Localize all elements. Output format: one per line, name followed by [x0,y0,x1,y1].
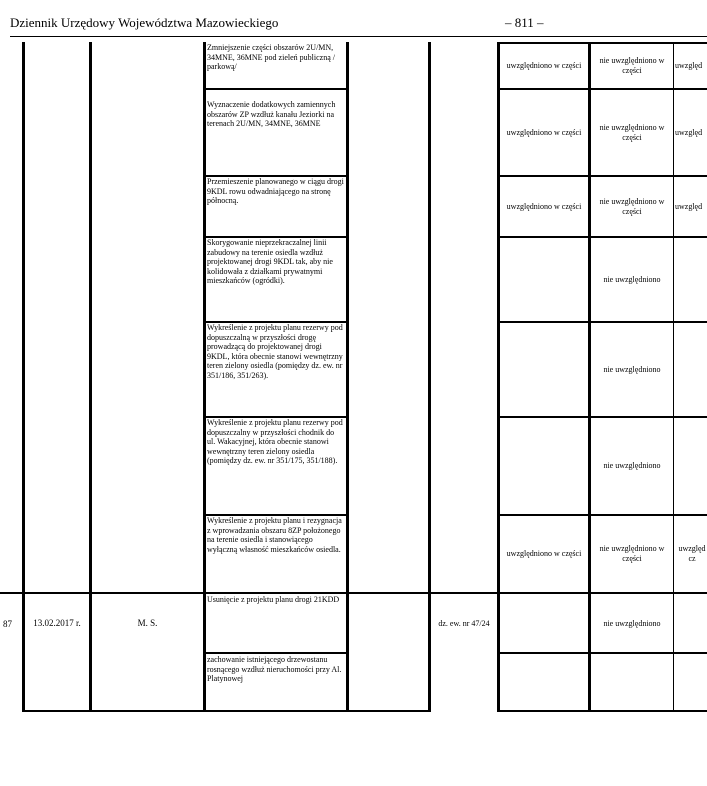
applicant-initials: M. S. [137,617,158,628]
submission-date: 13.02.2017 r. [33,617,81,628]
status-secondary: nie uwzględniono w części [599,196,665,216]
status-tertiary: uwzględ [675,61,703,71]
status-secondary: nie uwzględniono [603,461,661,471]
proposal-content: Wykreślenie z projektu planu rezerwy pod dopuszczalny w przyszłości chodnik do ul. Wakacyjnej, która obecnie stanowi wewnętrzny teren zielony osiedla (pomiędzy dz. ew. nr 351/175, 351/188). [207,418,343,466]
proposal-content: Przemieszenie planowanego w ciągu drogi 9KDL rowu odwadniającego na stronę północną. [207,177,344,206]
table-bottom-status [498,710,707,712]
status-secondary: nie uwzględniono [603,618,661,628]
status-secondary: nie uwzględniono w części [599,544,665,563]
parcel-number: dz. ew. nr 47/24 [438,618,490,628]
status-primary [500,595,588,652]
status-primary [500,323,588,416]
status-tertiary [675,418,707,514]
submission-divider [0,592,707,594]
table-bottom-left [22,710,204,712]
status-secondary: nie uwzględniono [603,364,661,374]
row-divider [204,88,348,90]
status-secondary: nie uwzględniono w części [599,122,665,142]
status-tertiary: uwzględ [675,201,703,211]
status-tertiary [675,323,707,416]
status-primary: uwzględniono w części [506,201,582,211]
proposal-content: Skorygowanie nieprzekraczalnej linii zabudowy na terenie osiedla wzdłuż projektowanej drogi 9KDL tak, aby nie kolidowała z działkami prywatnymi mieszkańców (ogródki). [207,238,333,286]
status-primary: uwzględniono w części [506,127,582,137]
proposal-content: Wykreślenie z projektu planu i rezygnacja z wprowadzania obszaru 8ZP położonego na terenie osiedla i stanowiącego wyłączną własność mieszkańców osiedla. [207,516,342,554]
table-bottom-parcel [347,710,430,712]
proposal-content: zachowanie istniejącego drzewostanu rosnącego wzdłuż nieruchomości przy Al. Platynowej [207,655,342,684]
header-divider [10,36,707,37]
status-secondary: nie uwzględniono [603,274,661,284]
table-divider-content [346,42,349,712]
submission-number: 87 [3,620,12,629]
status-primary [500,418,588,514]
status-tertiary: uwzględ cz [678,544,706,563]
status-primary: uwzględniono w części [506,549,582,559]
proposal-content: Usunięcie z projektu planu drogi 21KDD [207,595,340,604]
page-number: – 811 – [505,15,544,30]
status-tertiary [675,238,707,321]
row-divider [498,652,707,654]
status-primary [500,238,588,321]
proposal-content: Wyznaczenie dodatkowych zamiennych obszarów ZP wzdłuż kanału Jeziorki na terenach 2U/MN, 34MNE, 36MNE [207,100,336,129]
status-primary: uwzględniono w części [506,61,582,71]
journal-title: Dziennik Urzędowy Województwa Mazowieckiego [10,15,279,30]
proposal-content: Wykreślenie z projektu planu rezerwy pod dopuszczalną w przyszłości drogę prowadzącą do projektowanej drogi 9KDL, która obecnie stanowi wewnętrzny teren zielony osiedla (pomiędzy dz. ew. nr 351/186, 351/263). [207,323,343,380]
table-divider-applicant [203,42,206,712]
table-divider-status-c [673,42,674,712]
status-tertiary [675,595,707,652]
table-bottom-content [204,710,348,712]
status-tertiary: uwzględ [675,127,703,137]
status-tertiary [675,655,707,710]
status-primary [500,655,588,710]
row-divider [204,652,348,654]
status-secondary [591,655,673,710]
proposal-content: Zmniejszenie części obszarów 2U/MN, 34MNE, 36MNE pod zieleń publiczną / parkową/ [207,43,335,72]
status-secondary: nie uwzględniono w części [599,56,665,75]
